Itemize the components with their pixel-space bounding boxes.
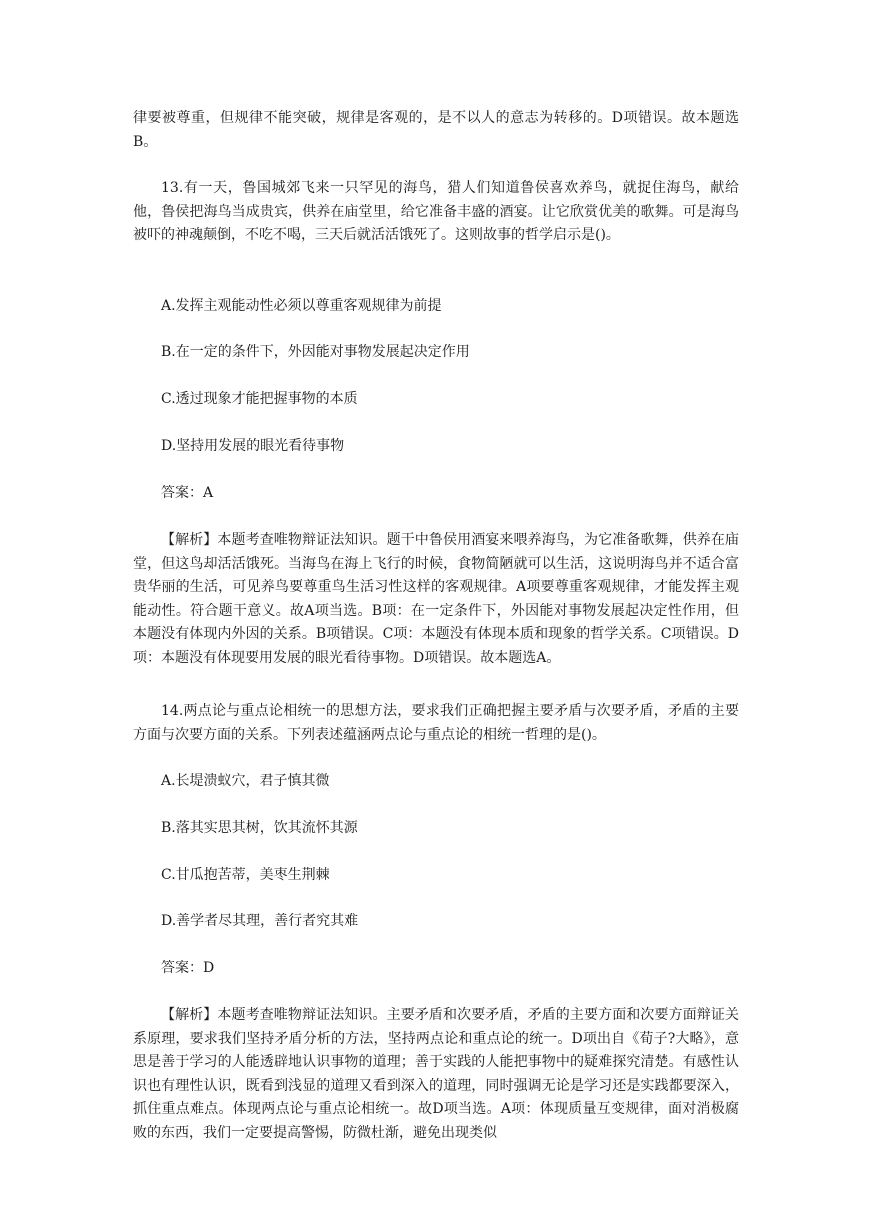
q14-option-b: B.落其实思其树，饮其流怀其源 [161,820,358,836]
q13-stem: 13.有一天，鲁国城郊飞来一只罕见的海鸟，猎人们知道鲁侯喜欢养鸟，就捉住海鸟，献给他，鲁侯把海鸟当成贵宾，供养在庙堂里，给它准备丰盛的酒宴。让它欣赏优美的歌舞。可是海鸟被吓的神魂颠倒，不吃不喝，三天后就活活饿死了。这则故事的哲学启示是()。 [133,180,739,243]
q13-option-b: B.在一定的条件下，外因能对事物发展起决定作用 [161,344,470,360]
q14-option-d: D.善学者尽其理，善行者究其难 [161,913,359,929]
intro-paragraph: 律要被尊重，但规律不能突破，规律是客观的，是不以人的意志为转移的。D项错误。故本题选B。 [133,110,739,150]
q13-analysis: 【解析】本题考查唯物辩证法知识。题干中鲁侯用酒宴来喂养海鸟，为它准备歌舞，供养在庙堂，但这鸟却活活饿死。当海鸟在海上飞行的时候，食物简陋就可以生活，这说明海鸟并不适合富贵华丽的生活，可见养鸟要尊重鸟生活习性这样的客观规律。A项要尊重客观规律，才能发挥主观能动性。符合题干意义。故A项当选。B项：在一定条件下，外因能对事物发展起决定性作用，但本题没有体现内外因的关系。B项错误。C项：本题没有体现本质和现象的哲学关系。C项错误。D项：本题没有体现要用发展的眼光看待事物。D项错误。故本题选A。 [133,532,739,666]
q13-option-a: A.发挥主观能动性必须以尊重客观规律为前提 [161,298,442,314]
q13-answer: 答案：A [161,485,214,501]
q14-analysis: 【解析】本题考查唯物辩证法知识。主要矛盾和次要矛盾，矛盾的主要方面和次要方面辩证关系原理，要求我们坚持矛盾分析的方法，坚持两点论和重点论的统一。D项出自《荀子?大略》，意思是善于学习的人能透辟地认识事物的道理；善于实践的人能把事物中的疑难探究清楚。有感性认识也有理性认识，既看到浅显的道理又看到深入的道理，同时强调无论是学习还是实践都要深入，抓住重点难点。体现两点论与重点论相统一。故D项当选。A项：体现质量互变规律，面对消极腐败的东西，我们一定要提高警惕，防微杜渐，避免出现类似 [133,1007,739,1141]
q14-answer: 答案：D [161,960,215,976]
q14-stem: 14.两点论与重点论相统一的思想方法，要求我们正确把握主要矛盾与次要矛盾，矛盾的主要方面与次要方面的关系。下列表述蕴涵两点论与重点论的相统一哲理的是()。 [133,703,739,743]
q13-option-d: D.坚持用发展的眼光看待事物 [161,438,345,454]
q14-option-a: A.长堤溃蚁穴，君子慎其微 [161,773,330,789]
q14-option-c: C.甘瓜抱苦蒂，美枣生荆棘 [161,867,330,883]
q13-option-c: C.透过现象才能把握事物的本质 [161,391,358,407]
